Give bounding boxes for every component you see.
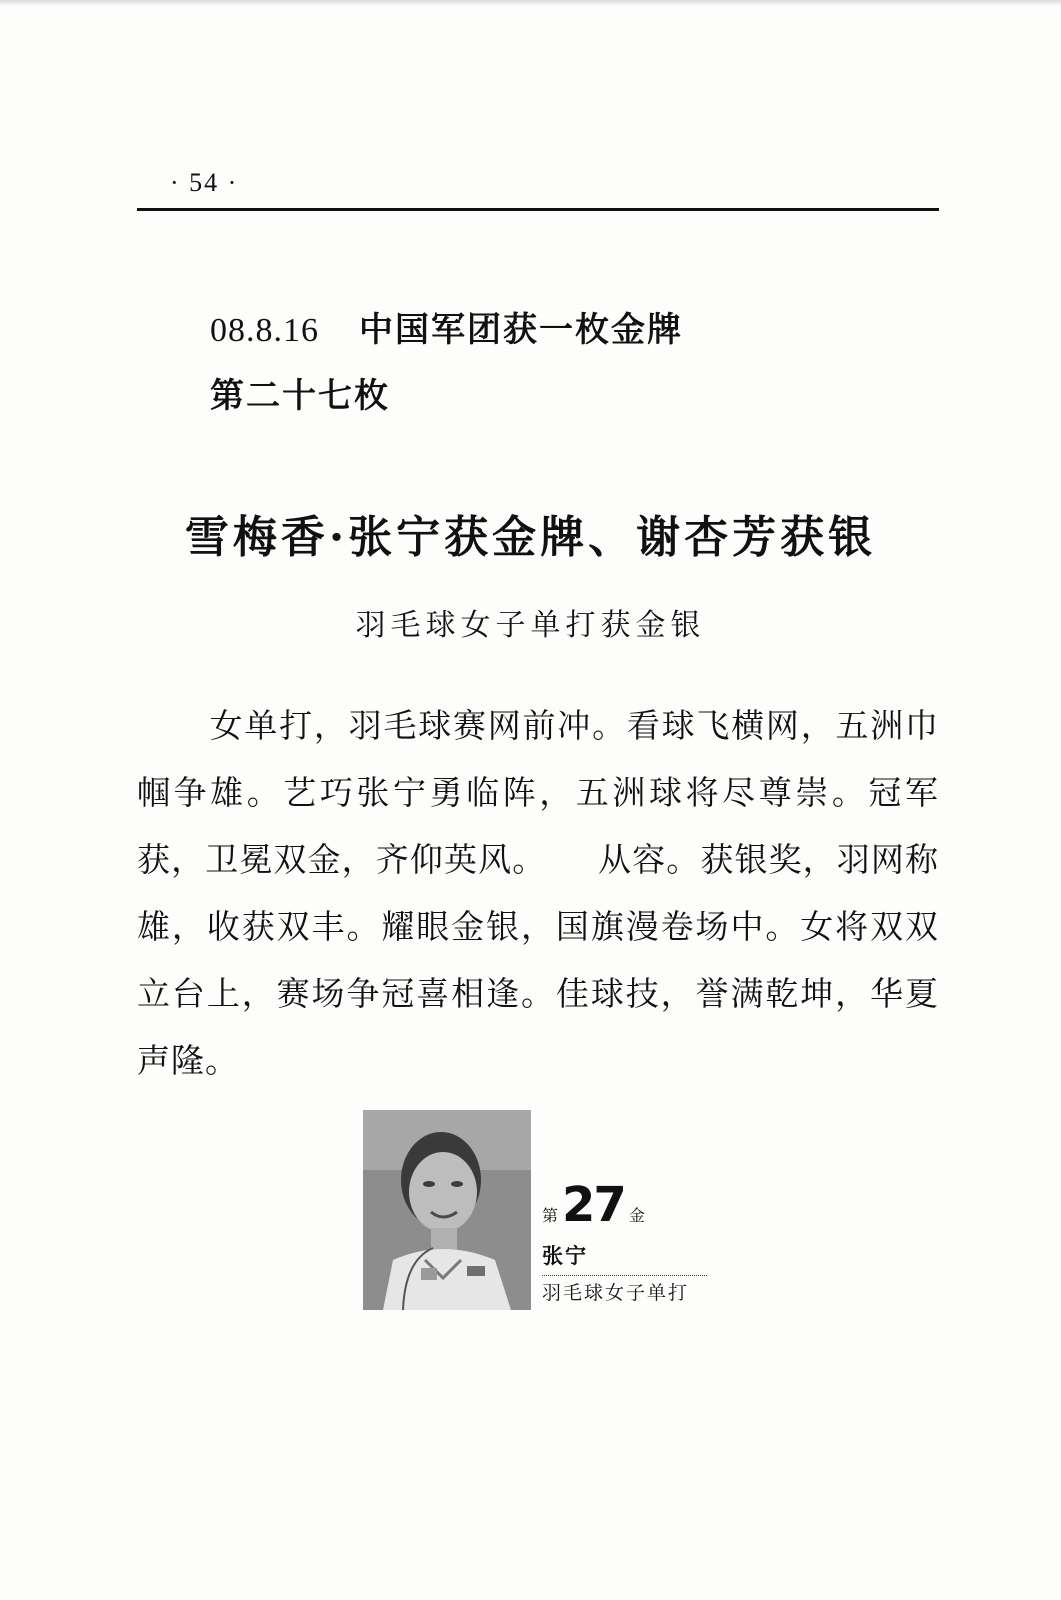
poem-subtitle: 羽毛球女子单打获金银 — [355, 608, 706, 643]
medal-number-row — [542, 1177, 710, 1241]
athlete-portrait-image — [363, 1110, 531, 1310]
poem-text: 女单打，羽毛球赛网前冲。看球飞横网，五洲巾帼争雄。艺巧张宁勇临阵，五洲球将尽尊崇。冠军获，卫冕双金，齐仰英风。 从容。获银奖，羽网称雄，收获双丰。耀眼金银，国旗漫卷场中。女将双双立台上，赛场争冠喜相逢。佳球技，誉满乾坤，华夏声隆。 — [137, 706, 939, 1080]
page-number: · 54 · — [170, 168, 239, 197]
news-date: 08.8.16 — [210, 312, 319, 349]
event-name: 羽毛球女子单打 — [542, 1282, 690, 1304]
poem-body — [137, 692, 939, 1094]
medal-prefix: 第 — [542, 1206, 559, 1225]
medal-number: 27 — [562, 1177, 625, 1233]
news-headline: 中国军团获一枚金牌 — [359, 310, 683, 350]
poem-title: 雪梅香·张宁获金牌、谢杏芳获银 — [184, 512, 877, 563]
medal-suffix: 金 — [628, 1206, 645, 1225]
athlete-name: 张宁 — [542, 1244, 588, 1268]
header-rule — [137, 208, 939, 211]
page-top-edge — [0, 0, 1061, 6]
athlete-photo — [363, 1110, 531, 1310]
news-headline-line — [210, 308, 683, 353]
medal-count-line: 第二十七枚 — [210, 376, 390, 416]
photo-caption — [542, 1177, 710, 1310]
